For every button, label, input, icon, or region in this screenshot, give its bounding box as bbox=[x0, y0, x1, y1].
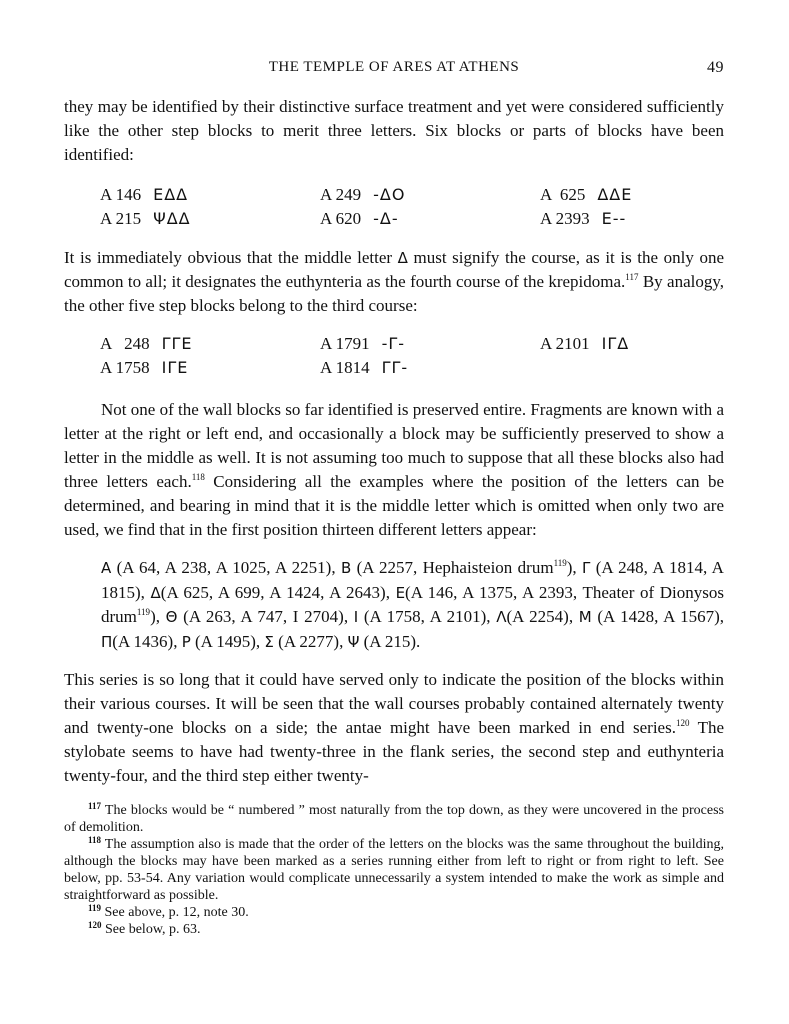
letter-references: (A 263, A 747, I 2704), bbox=[177, 607, 354, 626]
block-inventory-number: A 2393 bbox=[540, 209, 590, 228]
block-inventory-number: A 2101 bbox=[540, 334, 590, 353]
footnote-119 bbox=[64, 904, 724, 921]
block-entry bbox=[320, 358, 408, 378]
footnote-number: 118 bbox=[88, 835, 102, 845]
footnote-117 bbox=[64, 802, 724, 836]
paragraph-4-text-b: The stylobate seems to have had twenty-three in the flank series, the second step and euthynteria twenty-four, and the third step either twenty- bbox=[64, 718, 724, 785]
block-inventory-number: A 249 bbox=[320, 185, 362, 204]
letter-references: (A 1428, A 1567), bbox=[591, 607, 725, 626]
paragraph-1: they may be identified by their distinctive surface treatment and yet were considered sufficiently like the other step blocks to merit three letters. Six blocks or parts of blocks have been identified: bbox=[64, 97, 724, 164]
letter-references: (A 2257, Hephaisteion drum bbox=[351, 558, 554, 577]
letter-references: (A 2277), bbox=[273, 631, 348, 651]
letter-references: (A 625, A 699, A 1424, A 2643), bbox=[160, 582, 396, 602]
page-number: 49 bbox=[707, 59, 724, 76]
paragraph-3 bbox=[64, 398, 724, 542]
greek-letter: Ρ bbox=[181, 632, 191, 651]
table-row bbox=[64, 358, 724, 382]
mason-marks: ΓΓΕ bbox=[161, 334, 193, 353]
footnote-number: 117 bbox=[88, 801, 102, 811]
block-inventory-number: A 215 bbox=[100, 209, 142, 228]
mason-marks: ΙΓΔ bbox=[601, 334, 630, 353]
greek-letter: Π bbox=[101, 632, 113, 651]
letter-list bbox=[101, 556, 724, 654]
block-entry bbox=[320, 334, 405, 354]
mason-marks: -ΔΟ bbox=[373, 185, 406, 204]
paragraph-4-text-a: This series is so long that it could have served only to indicate the position of the blocks within their various courses. It will be seen that the wall courses probably contained alternately twenty and twenty-one blocks on a side; the antae might have been marked in end series. bbox=[64, 670, 724, 737]
block-entry bbox=[100, 185, 188, 205]
paragraph-3-text-a: Not one of the wall blocks so far identified is preserved entire. Fragments are known with a letter at the right or left end, and occasionally a block may be sufficiently preserved to show a letter in the middle as well. It is not assuming too much to suppose that all these blocks also had three letters each. bbox=[64, 400, 724, 491]
mason-marks: ΕΔΔ bbox=[153, 185, 189, 204]
running-header bbox=[64, 59, 724, 81]
paragraph-2 bbox=[64, 246, 724, 318]
block-table-third-course bbox=[64, 334, 724, 382]
block-entry bbox=[540, 185, 632, 205]
greek-letter: Ψ bbox=[347, 632, 360, 651]
greek-letter: Ε bbox=[395, 583, 406, 602]
mason-marks: ΨΔΔ bbox=[153, 209, 191, 228]
footnote-ref-117[interactable]: 117 bbox=[625, 272, 639, 282]
block-inventory-number: A 248 bbox=[100, 334, 150, 353]
letter-references: (A 1495), bbox=[190, 631, 265, 651]
footnote-ref-119[interactable]: 119 bbox=[136, 607, 151, 617]
footnote-118 bbox=[64, 836, 724, 904]
mason-marks: ΓΓ- bbox=[381, 358, 409, 377]
greek-letter: Θ bbox=[165, 608, 178, 626]
table-row bbox=[64, 209, 724, 233]
letter-references-end: ), bbox=[150, 607, 166, 626]
letter-references: (A 1758, A 2101), bbox=[358, 607, 497, 626]
mason-marks: ΙΓΕ bbox=[161, 358, 189, 377]
letter-references: (A 248, A 1814, A 1815), bbox=[101, 558, 724, 602]
greek-letter: Λ bbox=[496, 608, 507, 626]
footnote-text: See below, p. 63. bbox=[101, 922, 201, 937]
footnote-text: See above, p. 12, note 30. bbox=[101, 905, 249, 920]
block-inventory-number: A 625 bbox=[540, 185, 586, 204]
paragraph-2-text-c: By analogy, the other five step blocks belong to the third course: bbox=[64, 272, 724, 315]
paragraph-2-text-b: must signify the course, as it is the only one common to all; it designates the euthynteria as the fourth course of the krepidoma. bbox=[64, 248, 725, 291]
running-title: THE TEMPLE OF ARES AT ATHENS bbox=[268, 59, 520, 75]
letter-references: (A 146, A 1375, A 2393, Theater of Dionysos drum bbox=[101, 582, 724, 626]
greek-letter: Β bbox=[340, 559, 352, 577]
letter-references: (A 1436), bbox=[112, 631, 182, 651]
block-inventory-number: A 1814 bbox=[320, 358, 370, 377]
paragraph-2-text-a: It is immediately obvious that the middle letter bbox=[64, 248, 393, 267]
paragraph-3-text-b: Considering all the examples where the position of the letters can be determined, and bearing in mind that it is the middle letter which is omitted when only two are used, we find that in the first position thirteen different letters appear: bbox=[64, 472, 724, 539]
block-table-euthynteria bbox=[64, 185, 724, 233]
footnote-ref-120[interactable]: 120 bbox=[675, 718, 690, 728]
mason-marks: ΔΔΕ bbox=[597, 185, 633, 204]
block-inventory-number: A 146 bbox=[100, 185, 142, 204]
letter-references: (A 2254), bbox=[506, 607, 579, 626]
footnote-number: 120 bbox=[88, 920, 102, 930]
block-entry bbox=[320, 185, 405, 205]
letter-references: (A 64, A 238, A 1025, A 2251), bbox=[111, 558, 341, 577]
letter-references: (A 215). bbox=[359, 631, 421, 651]
delta-letter: Δ bbox=[397, 249, 408, 267]
block-entry bbox=[540, 334, 629, 354]
footnote-text: The blocks would be “ numbered ” most naturally from the top down, as they were uncovered in the process of demolition. bbox=[64, 803, 724, 835]
footnotes bbox=[64, 802, 724, 938]
table-row bbox=[64, 334, 724, 358]
block-entry bbox=[320, 209, 399, 229]
footnote-text: The assumption also is made that the order of the letters on the blocks was the same throughout the building, although the blocks may have been marked as a series running either from left to right or from right to left. See below, pp. 53-54. Any variation would complicate unnecessarily a system intended to make the work as simple and straightforward as possible. bbox=[64, 837, 724, 903]
greek-letter: Σ bbox=[264, 632, 274, 651]
block-entry bbox=[100, 209, 191, 229]
greek-letter: Δ bbox=[150, 583, 161, 602]
greek-letter: Α bbox=[101, 559, 112, 577]
mason-marks: -Δ- bbox=[373, 209, 399, 228]
greek-letter: Γ bbox=[582, 559, 591, 577]
block-entry bbox=[540, 209, 626, 229]
greek-letter: Μ bbox=[578, 608, 592, 626]
table-row bbox=[64, 185, 724, 209]
block-entry bbox=[100, 334, 193, 354]
block-inventory-number: A 620 bbox=[320, 209, 362, 228]
letter-references-end: ), bbox=[566, 558, 583, 577]
mason-marks: Ε-- bbox=[601, 209, 627, 228]
footnote-ref-118[interactable]: 118 bbox=[191, 472, 205, 482]
footnote-number: 119 bbox=[88, 903, 102, 913]
paragraph-4 bbox=[64, 668, 724, 788]
footnote-120 bbox=[64, 921, 724, 938]
greek-letter: Ι bbox=[353, 608, 359, 626]
block-inventory-number: A 1791 bbox=[320, 334, 370, 353]
footnote-ref-119[interactable]: 119 bbox=[553, 558, 567, 568]
mason-marks: -Γ- bbox=[381, 334, 406, 353]
block-inventory-number: A 1758 bbox=[100, 358, 150, 377]
block-entry bbox=[100, 358, 188, 378]
